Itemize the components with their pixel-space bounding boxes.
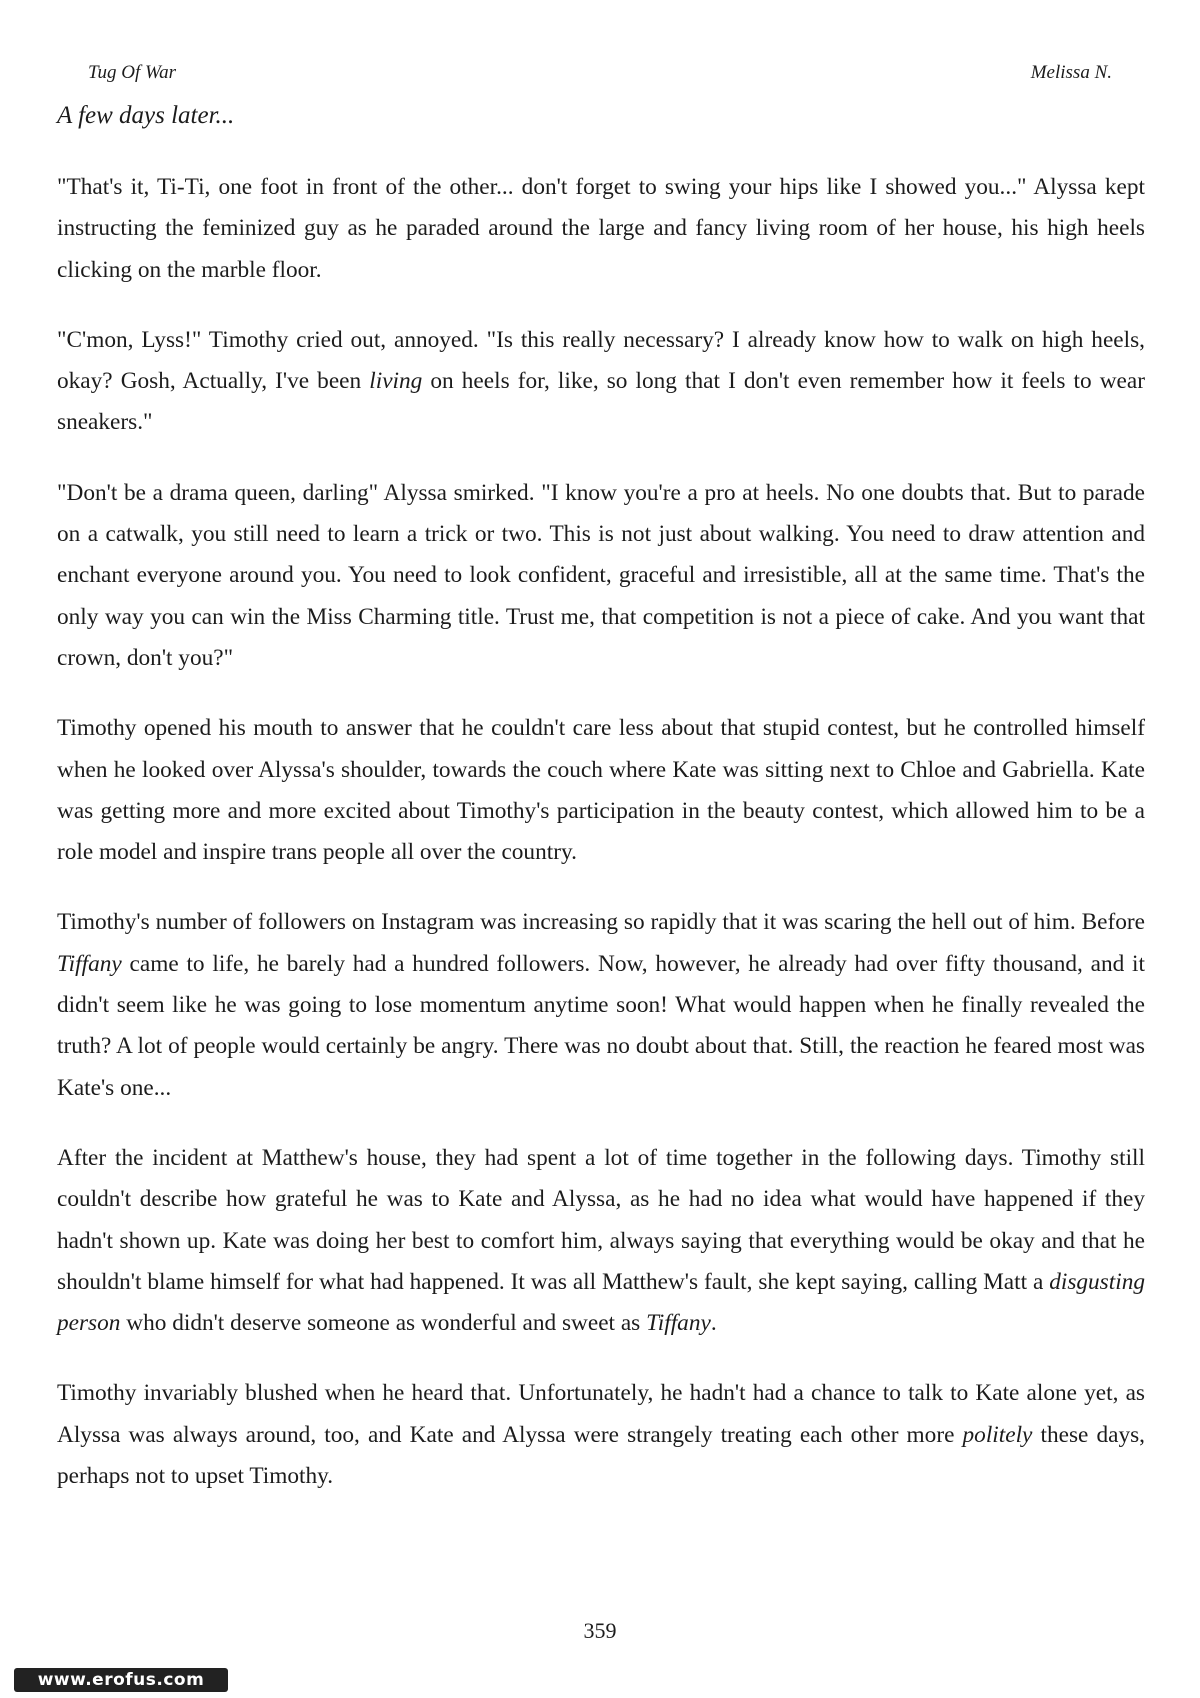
paragraph [57,473,1145,679]
text-run: these days, perhaps not to upset Timothy. [57,1421,1145,1490]
book-title: Tug Of War [88,62,176,83]
paragraph [57,708,1145,873]
text-run: After the incident at Matthew's house, they had spent a lot of time together in the following days. Timothy still couldn't describe how grateful he was to Kate and Alyssa, as he had no idea what would have happened if they hadn't shown up. Kate was doing her best to comfort him, always saying that everything would be okay and that he shouldn't blame himself for what had happened. It was all Matthew's fault, she kept saying, calling Matt a [57,1144,1145,1295]
body-text [57,167,1145,1526]
italic-text: Tiffany [57,950,122,977]
text-run: Timothy's number of followers on Instagram was increasing so rapidly that it was scaring the hell out of him. Before [57,909,1145,936]
text-run: "That's it, Ti-Ti, one foot in front of the other... don't forget to swing your hips like I showed you..." Alyssa kept instructing the feminized guy as he paraded around the large and fancy living room of her house, his high heels clicking on the marble floor. [57,174,1145,283]
text-run: who didn't deserve someone as wonderful and sweet as [120,1310,647,1337]
author-name: Melissa N. [1030,62,1112,83]
italic-text: living [369,368,423,395]
text-run: Timothy invariably blushed when he heard that. Unfortunately, he hadn't had a chance to talk to Kate alone yet, as Alyssa was always around, too, and Kate and Alyssa were strangely treating each other more [57,1380,1145,1448]
italic-text: disgusting person [57,1268,1145,1337]
text-run: Timothy opened his mouth to answer that he couldn't care less about that stupid contest, but he controlled himself when he looked over Alyssa's shoulder, towards the couch where Kate was sitting next to Chloe and Gabriella. Kate was getting more and more excited about Timothy's participation in the beauty contest, which allowed him to be a role model and inspire trans people all over the country. [57,715,1145,866]
paragraph [57,902,1145,1108]
text-run: . [710,1310,717,1337]
watermark-logo: www.erofus.com [14,1668,228,1692]
text-run: came to life, he barely had a hundred followers. Now, however, he already had over fifty thousand, and it didn't seem like he was going to lose momentum anytime soon! What would happen when he finally revealed the truth? A lot of people would certainly be angry. There was no doubt about that. Still, the reaction he feared most was Kate's one... [57,950,1145,1101]
paragraph [57,167,1145,291]
italic-text: politely [962,1421,1033,1448]
text-run: on heels for, like, so long that I don't even remember how it feels to wear sneakers." [57,368,1145,436]
paragraph [57,1373,1145,1497]
paragraph [57,1138,1145,1344]
italic-text: Tiffany [646,1310,711,1337]
text-run: "Don't be a drama queen, darling" Alyssa smirked. "I know you're a pro at heels. No one doubts that. But to parade on a catwalk, you still need to learn a trick or two. This is not just about walking. You need to draw attention and enchant everyone around you. You need to look confident, graceful and irresistible, all at the same time. That's the only way you can win the Miss Charming title. Trust me, that competition is not a piece of cake. And you want that crown, don't you?" [57,479,1145,671]
page-number: 359 [583,1618,617,1643]
text-run: "C'mon, Lyss!" Timothy cried out, annoyed. "Is this really necessary? I already know how to walk on high heels, okay? Gosh, Actually, I've been [57,326,1145,395]
scene-heading: A few days later... [57,102,235,129]
running-header [88,62,1112,90]
paragraph [57,320,1145,444]
